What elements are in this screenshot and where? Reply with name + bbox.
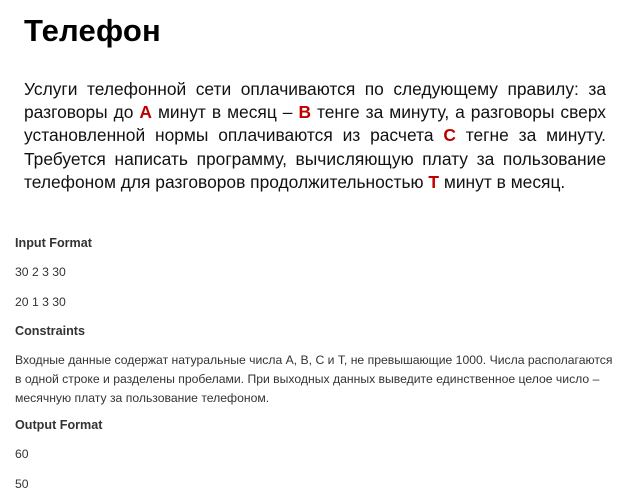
constraints-heading: Constraints [15, 324, 85, 338]
problem-statement [24, 78, 606, 194]
variable-a: А [139, 102, 152, 123]
input-format-heading: Input Format [15, 236, 92, 250]
output-format-heading: Output Format [15, 418, 103, 432]
statement-text: минут в месяц. [439, 171, 566, 192]
constraints-text [15, 351, 615, 408]
statement-text: тенге за минуту, а разговоры сверх установленной нормы оплачиваются из расчета [24, 102, 607, 146]
variable-c: С [443, 125, 456, 146]
page-title: Телефон [24, 13, 161, 48]
output-example-2: 50 [15, 477, 29, 491]
statement-text: Услуги телефонной сети оплачиваются по следующему правилу: за разговоры до [24, 79, 606, 123]
constraints-line: в одной строке и разделены пробелами. При выходных данных выведите единственное целое число – [15, 372, 600, 386]
constraints-line: месячную плату за пользование телефоном. [15, 391, 270, 405]
input-example-1: 30 2 3 30 [15, 265, 66, 279]
statement-text: минут в месяц – [151, 102, 299, 123]
output-example-1: 60 [15, 447, 29, 461]
variable-t: Т [428, 171, 440, 192]
constraints-line: Входные данные содержат натуральные числа A, B, C и T, не превышающие 1000. Числа располагаются [15, 353, 613, 367]
variable-b: В [298, 102, 311, 123]
statement-text: тегне за минуту. Требуется написать программу, вычисляющую плату за пользование телефоном для разговоров продолжительностью [24, 125, 606, 192]
input-example-2: 20 1 3 30 [15, 295, 66, 309]
